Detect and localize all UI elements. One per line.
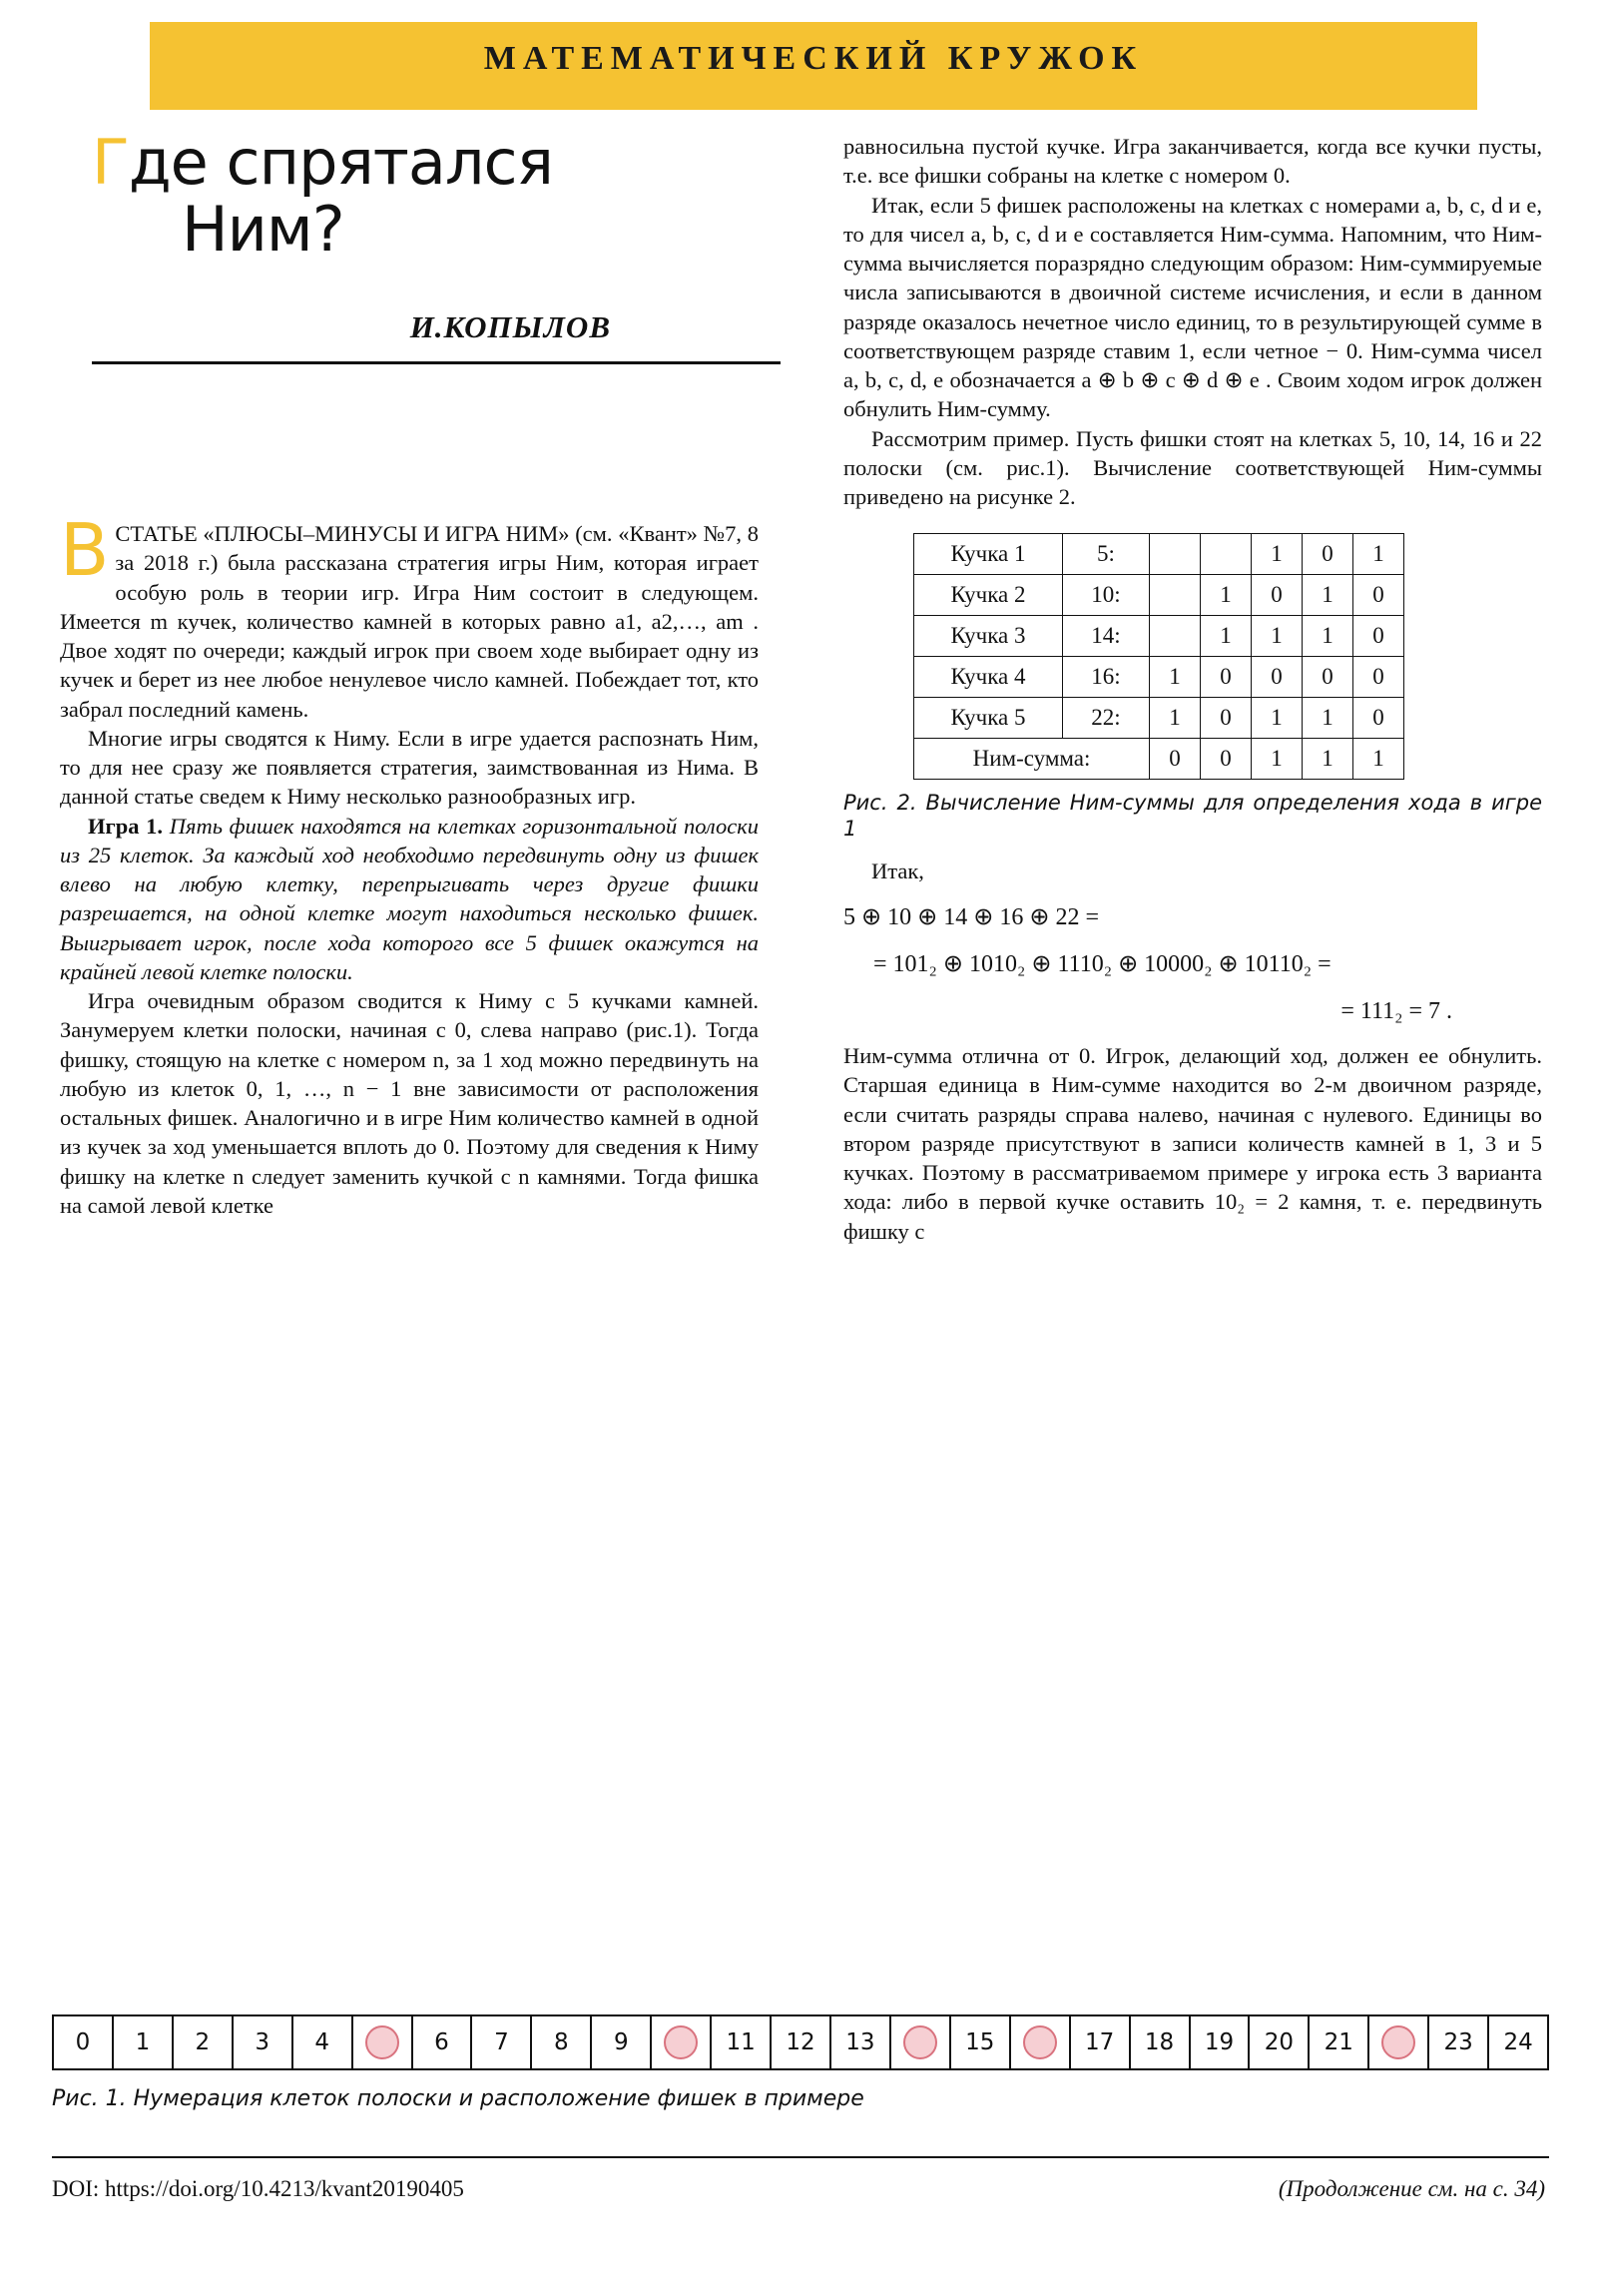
bit-cell: 0 xyxy=(1252,656,1303,697)
bit-cell: 0 xyxy=(1353,656,1404,697)
continuation-note: (Продолжение см. на с. 34) xyxy=(1278,2176,1545,2201)
table-row xyxy=(914,616,1404,657)
table-row xyxy=(914,534,1404,575)
figure2-caption: Рис. 2. Вычисление Ним-суммы для определения хода в игре 1 xyxy=(843,790,1542,842)
bit-cell: 0 xyxy=(1353,697,1404,738)
formula-3: = 111₂ = 7 . xyxy=(1340,997,1452,1024)
itak-line: Итак, xyxy=(871,859,924,884)
bit-cell: 1 xyxy=(1201,575,1252,616)
left-column xyxy=(60,508,760,1220)
pile-value: 16: xyxy=(1063,656,1150,697)
author-rule xyxy=(92,361,781,364)
game1-statement: Пять фишек находятся на клетках горизонтальной полоски из 25 клеток. За каждый ход необходимо передвинуть одну из фишек влево на любую клетку, перепрыгивать через другие фишки разрешается, на одной клетке могут находиться несколько фишек. Выигрывает игрок, после хода которого все 5 фишек окажутся на крайней левой клетке полоски. xyxy=(60,813,760,984)
chip-token[interactable] xyxy=(903,2025,937,2059)
bit-cell: 0 xyxy=(1201,656,1252,697)
bit-cell: 0 xyxy=(1201,697,1252,738)
nim-sum-label: Ним-сумма: xyxy=(914,738,1150,779)
bit-cell: 0 xyxy=(1303,656,1353,697)
pile-value: 14: xyxy=(1063,616,1150,657)
formula-1: 5 ⊕ 10 ⊕ 14 ⊕ 16 ⊕ 22 = xyxy=(843,903,1099,930)
bit-cell: 1 xyxy=(1353,534,1404,575)
pile-label: Кучка 4 xyxy=(914,656,1063,697)
strip-cell[interactable]: 23 xyxy=(1429,2016,1489,2068)
author-name: И.КОПЫЛОВ xyxy=(409,308,611,344)
bit-cell: 1 xyxy=(1252,616,1303,657)
strip-cell[interactable] xyxy=(1011,2016,1071,2068)
nim-table xyxy=(913,533,1404,779)
page-title xyxy=(92,126,781,266)
sum-bit-cell: 1 xyxy=(1303,738,1353,779)
strip-cell[interactable]: 15 xyxy=(951,2016,1011,2068)
pile-value: 5: xyxy=(1063,534,1150,575)
right-paragraph-2: Итак, если 5 фишек расположены на клетках с номерами a, b, c, d и e, то для чисел a, b, c, d и e составляется Ним-сумма. Напомним, что Ним-сумма вычисляется поразрядно следующим образом: Ним-суммируемые числа записываются в двоичной системе исчисления, и если в данном разряде оказалось нечетное число единиц, то в результирующей сумме в соответствующем разряде ставим 1, если четное − 0. Ним-сумма чисел a, b, c, d, e обозначается a ⊕ b ⊕ c ⊕ d ⊕ e . Своим ходом игрок должен обнулить Ним-сумму. xyxy=(843,192,1542,422)
right-paragraph-1: равносильна пустой кучке. Игра заканчивается, когда все кучки пусты, т.е. все фишки собраны на клетке с номером 0. xyxy=(843,134,1542,189)
bit-cell: 0 xyxy=(1353,575,1404,616)
strip-cell[interactable] xyxy=(1369,2016,1429,2068)
bit-cell: 0 xyxy=(1303,534,1353,575)
strip-cell[interactable]: 18 xyxy=(1131,2016,1191,2068)
strip-cell[interactable]: 12 xyxy=(772,2016,831,2068)
table-row xyxy=(914,697,1404,738)
strip-cell[interactable]: 8 xyxy=(532,2016,592,2068)
paragraph-4: Игра очевидным образом сводится к Ниму с 5 кучками камней. Занумеруем клетки полоски, начиная с 0, слева направо (рис.1). Тогда фишку, стоящую на клетке с номером n, за 1 ход можно передвинуть на любую из клеток 0, 1, …, n − 1 вне зависимости от расположения остальных фишек. Аналогично и в игре Ним количество камней в одной из кучек за ход уменьшается вплоть до 0. Поэтому для сведения к Ниму фишку на клетке n следует заменить кучкой с n камнями. Тогда фишка на самой левой клетке xyxy=(60,988,759,1218)
strip-cell[interactable]: 9 xyxy=(592,2016,652,2068)
sum-bit-cell: 1 xyxy=(1252,738,1303,779)
strip-cell[interactable]: 4 xyxy=(293,2016,353,2068)
bit-cell: 1 xyxy=(1252,534,1303,575)
strip-cell[interactable]: 20 xyxy=(1250,2016,1310,2068)
pile-label: Кучка 1 xyxy=(914,534,1063,575)
table-row xyxy=(914,656,1404,697)
table-row-sum xyxy=(914,738,1404,779)
header-title: МАТЕМАТИЧЕСКИЙ КРУЖОК xyxy=(483,40,1144,77)
title-line1: де спрятался xyxy=(128,126,553,199)
right-column xyxy=(843,132,1542,1246)
bit-cell: 0 xyxy=(1252,575,1303,616)
strip-cell[interactable]: 21 xyxy=(1310,2016,1369,2068)
number-strip xyxy=(52,2014,1549,2070)
intro-smallcaps: СТАТЬЕ «ПЛЮСЫ–МИНУСЫ И ИГРА НИМ» xyxy=(115,521,570,546)
formula-2: = 101₂ ⊕ 1010₂ ⊕ 1110₂ ⊕ 10000₂ ⊕ 10110₂ = xyxy=(873,950,1331,977)
strip-cell[interactable]: 17 xyxy=(1071,2016,1131,2068)
intro-rest: (см. «Квант» №7, 8 за 2018 г.) была рассказана стратегия игры Ним, которая играет особую роль в теории игр. Игра Ним состоит в следующем. Имеется m кучек, количество камней в которых равно a1, a2,…, am . Двое ходят по очереди; каждый игрок при своем ходе выбирает одну из кучек и берет из нее любое ненулевое число камней. Побеждает тот, кто забрал последний камень. xyxy=(60,521,759,722)
bit-cell xyxy=(1150,534,1201,575)
pile-label: Кучка 2 xyxy=(914,575,1063,616)
chip-token[interactable] xyxy=(365,2025,399,2059)
footer-rule xyxy=(52,2156,1549,2158)
bit-cell: 1 xyxy=(1303,616,1353,657)
right-paragraph-3: Рассмотрим пример. Пусть фишки стоят на клетках 5, 10, 14, 16 и 22 полоски (см. рис.1). Вычисление соответствующей Ним-суммы приведено на рисунке 2. xyxy=(843,425,1542,509)
chip-token[interactable] xyxy=(1023,2025,1057,2059)
sum-bit-cell: 0 xyxy=(1150,738,1201,779)
table-row xyxy=(914,575,1404,616)
bit-cell: 1 xyxy=(1150,656,1201,697)
bit-cell: 1 xyxy=(1201,616,1252,657)
strip-cell[interactable]: 3 xyxy=(234,2016,293,2068)
strip-cell[interactable]: 6 xyxy=(413,2016,473,2068)
chip-token[interactable] xyxy=(1381,2025,1415,2059)
strip-cell[interactable]: 11 xyxy=(712,2016,772,2068)
pile-label: Кучка 5 xyxy=(914,697,1063,738)
bit-cell xyxy=(1150,575,1201,616)
nim-sum-table xyxy=(913,533,1542,779)
strip-cell[interactable]: 1 xyxy=(114,2016,174,2068)
paragraph-intro xyxy=(60,508,759,724)
bit-cell: 0 xyxy=(1353,616,1404,657)
strip-cell[interactable]: 24 xyxy=(1503,2029,1533,2055)
strip-cell[interactable]: 19 xyxy=(1191,2016,1251,2068)
bit-cell: 1 xyxy=(1252,697,1303,738)
pile-value: 10: xyxy=(1063,575,1150,616)
strip-cell[interactable] xyxy=(652,2016,712,2068)
bit-cell xyxy=(1150,616,1201,657)
strip-cell[interactable] xyxy=(353,2016,413,2068)
paragraph-game1 xyxy=(60,812,759,987)
strip-cell[interactable]: 0 xyxy=(54,2016,114,2068)
sum-bit-cell: 0 xyxy=(1201,738,1252,779)
doi-text: DOI: https://doi.org/10.4213/kvant20190405 xyxy=(52,2176,464,2201)
title-line2: Ним? xyxy=(182,192,344,266)
title-drop-letter: Г xyxy=(92,126,129,199)
chip-token[interactable] xyxy=(664,2025,698,2059)
pile-label: Кучка 3 xyxy=(914,616,1063,657)
sum-bit-cell: 1 xyxy=(1353,738,1404,779)
bit-cell: 1 xyxy=(1303,697,1353,738)
game1-label: Игра 1. xyxy=(88,813,164,839)
strip-cell[interactable]: 7 xyxy=(472,2016,532,2068)
right-paragraph-4: Ним-сумма отлична от 0. Игрок, делающий ход, должен ее обнулить. Старшая единица в Ним-сумме находится во 2-м двоичном разряде, если считать разряды справа налево, начиная с нулевого. Единицы во втором разряде присутствуют в записи количеств камней в 1, 3 и 5 кучках. Поэтому в рассматриваемом примере у игрока есть 3 варианта хода: либо в первой кучке оставить 10₂ = 2 камня, т. е. передвинуть фишку с xyxy=(843,1043,1542,1244)
paragraph-2: Многие игры сводятся к Ниму. Если в игре удается распознать Ним, то для нее сразу же появляется стратегия, заимствованная из Нима. В данной статье сведем к Ниму несколько разнообразных игр. xyxy=(60,725,759,810)
strip-cell[interactable]: 2 xyxy=(174,2016,234,2068)
title-block xyxy=(92,126,781,364)
bit-cell: 1 xyxy=(1303,575,1353,616)
strip-cell[interactable] xyxy=(891,2016,951,2068)
bit-cell xyxy=(1201,534,1252,575)
bit-cell: 1 xyxy=(1150,697,1201,738)
figure1-caption: Рис. 1. Нумерация клеток полоски и расположение фишек в примере xyxy=(52,2086,864,2111)
pile-value: 22: xyxy=(1063,697,1150,738)
strip-cell[interactable]: 13 xyxy=(831,2016,891,2068)
dropcap-v: В xyxy=(60,508,110,592)
